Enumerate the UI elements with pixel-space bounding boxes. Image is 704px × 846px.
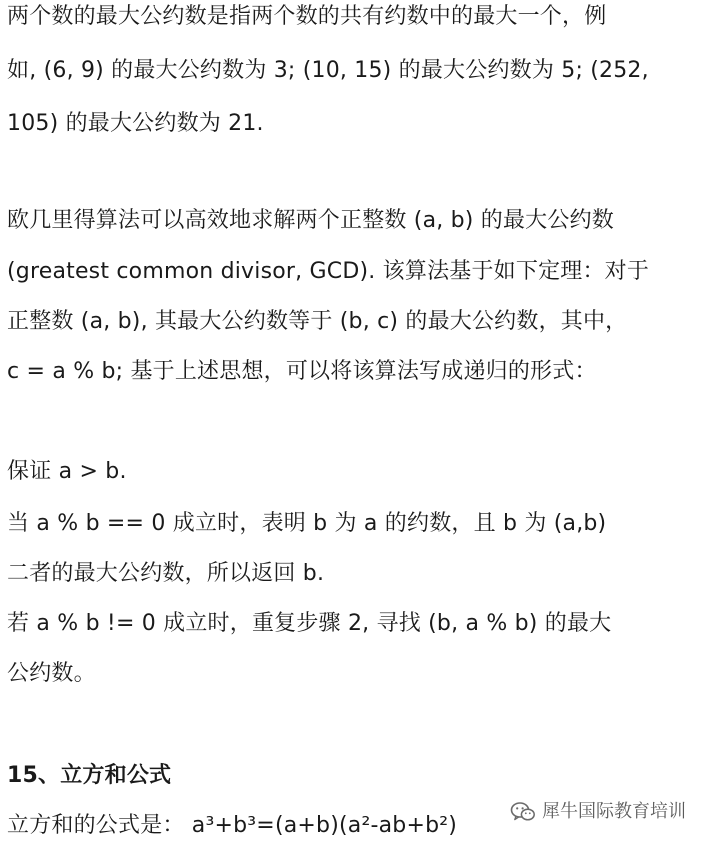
euclid-line-3: 正整数 (a, b), 其最大公约数等于 (b, c) 的最大公约数，其中， — [7, 309, 628, 334]
euclid-line-1: 欧几里得算法可以高效地求解两个正整数 (a, b) 的最大公约数 — [7, 208, 614, 233]
step-line-5: 公约数。 — [7, 661, 96, 686]
step-line-2: 当 a % b == 0 成立时，表明 b 为 a 的约数，且 b 为 (a,b) — [7, 511, 607, 536]
euclid-line-2: (greatest common divisor, GCD). 该算法基于如下定理：对于 — [7, 259, 650, 284]
step-line-3: 二者的最大公约数，所以返回 b. — [7, 561, 325, 586]
euclid-line-4: c = a % b; 基于上述思想，可以将该算法写成递归的形式： — [7, 359, 597, 384]
cube-sum-formula: 立方和的公式是： a³+b³=(a+b)(a²-ab+b²) — [7, 813, 458, 838]
gcd-definition-line-1: 两个数的最大公约数是指两个数的共有约数中的最大一个，例 — [7, 4, 607, 29]
step-line-4: 若 a % b != 0 成立时，重复步骤 2, 寻找 (b, a % b) 的最大 — [7, 611, 612, 636]
gcd-definition-line-3: 105) 的最大公约数为 21. — [7, 111, 264, 136]
watermark-text: 犀牛国际教育培训 — [542, 801, 686, 822]
wechat-icon — [510, 801, 536, 823]
section-heading: 15、立方和公式 — [7, 763, 172, 788]
watermark — [510, 800, 686, 824]
gcd-definition-line-2: 如, (6, 9) 的最大公约数为 3; (10, 15) 的最大公约数为 5; (252, — [7, 58, 649, 83]
step-line-1: 保证 a > b. — [7, 459, 127, 484]
